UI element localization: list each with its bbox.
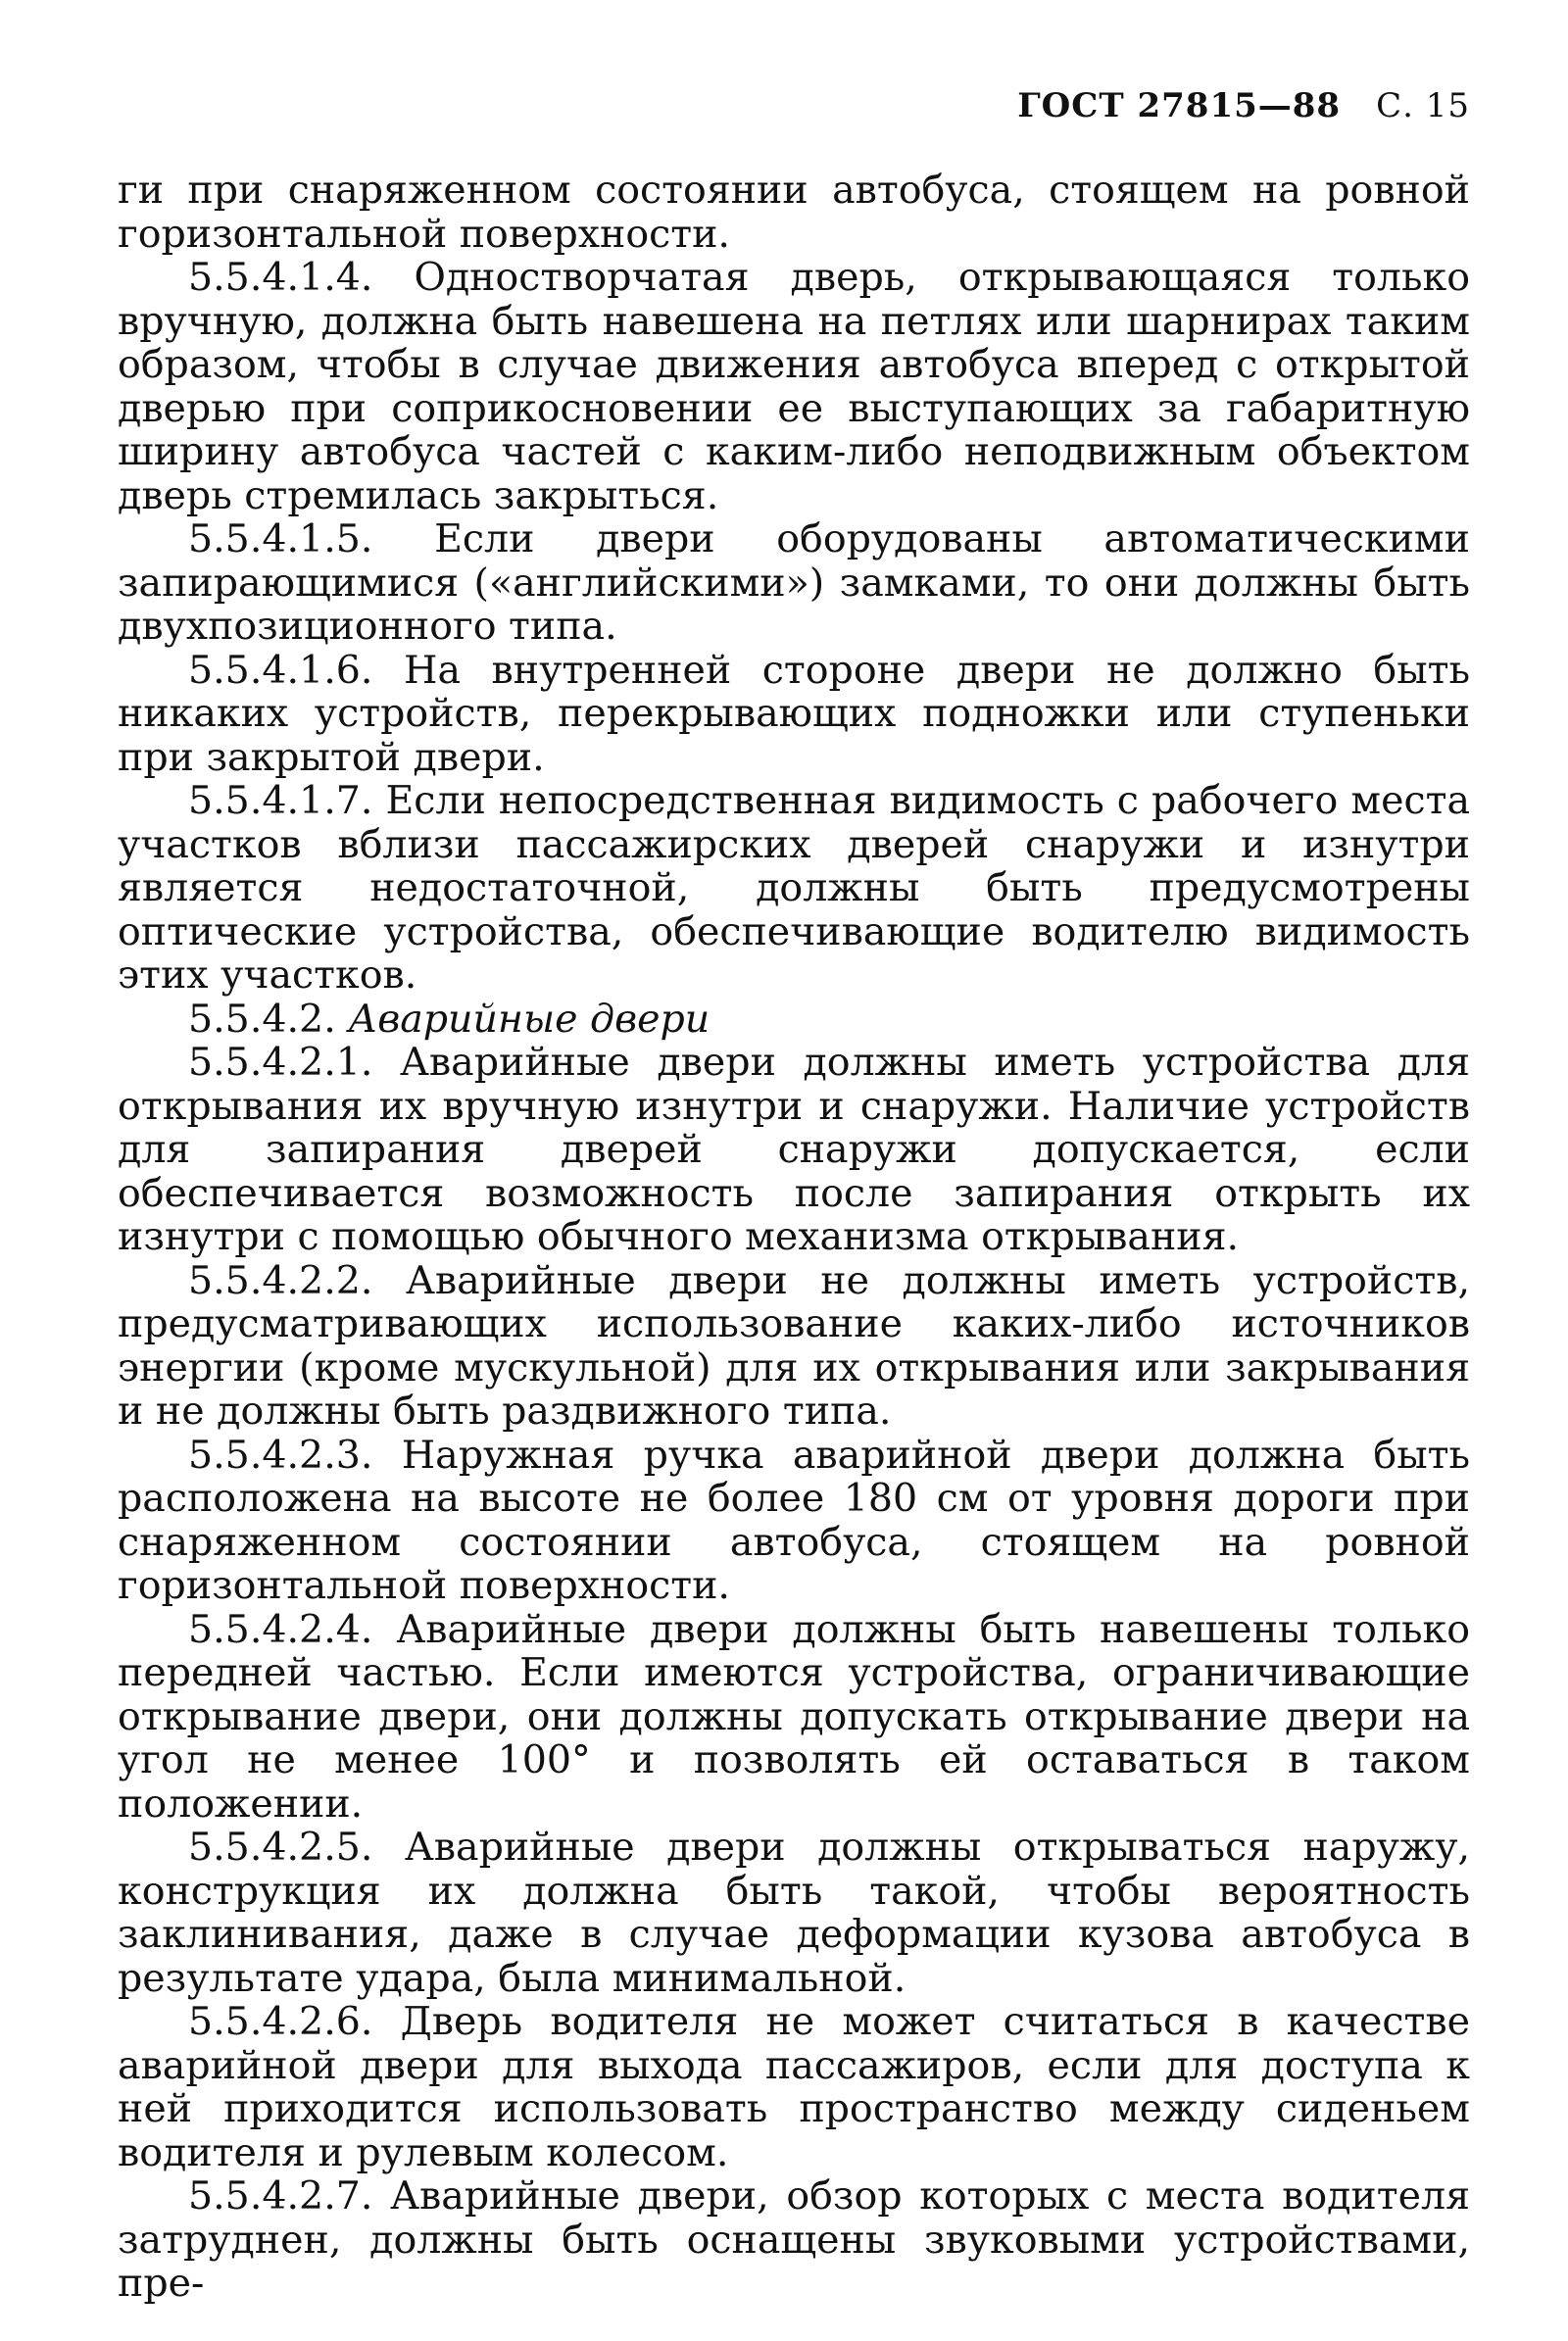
paragraph-5-5-4-2-4: 5.5.4.2.4. Аварийные двери должны быть навешены только передней частью. Если имеются устройства, ограничивающие открывание двери, они должны допускать открывание двери на угол не менее 100° и позволять ей оставаться в таком положении.	[118, 1606, 1470, 1827]
section-heading-5-5-4-2	[118, 998, 1470, 1042]
paragraph-5-5-4-2-1: 5.5.4.2.1. Аварийные двери должны иметь устройства для открывания их вручную изнутри и снаружи. Наличие устройств для запирания дверей снаружи допускается, если обеспечивается возможность после запирания открыть их изнутри с помощью обычного механизма открывания.	[118, 1040, 1470, 1259]
paragraph-continuation: ги при снаряженном состоянии автобуса, стоящем на ровной горизонтальной поверхности.	[118, 168, 1470, 257]
paragraph-5-5-4-2-6: 5.5.4.2.6. Дверь водителя не может считаться в качестве аварийной двери для выхода пассажиров, если для доступа к ней приходится использовать пространство между сиденьем водителя и рулевым колесом.	[118, 1999, 1470, 2175]
standard-number: ГОСТ 27815—88	[1017, 86, 1342, 125]
paragraph-5-5-4-2-7: 5.5.4.2.7. Аварийные двери, обзор которых с места водителя затруднен, должны быть оснащены звуковыми устройствами, пре-	[118, 2173, 1470, 2306]
page-number: С. 15	[1376, 86, 1470, 125]
page-header	[1017, 86, 1470, 125]
paragraph-5-5-4-1-6: 5.5.4.1.6. На внутренней стороне двери не должно быть никаких устройств, перекрывающих подножки или ступеньки при закрытой двери.	[118, 647, 1470, 780]
body-text	[118, 169, 1470, 2306]
paragraph-5-5-4-1-4: 5.5.4.1.4. Одностворчатая дверь, открывающаяся только вручную, должна быть навешена на петлях или шарнирах таким образом, чтобы в случае движения автобуса вперед с открытой дверью при соприкосновении ее выступающих за габаритную ширину автобуса частей с каким-либо неподвижным объектом дверь стремилась закрыться.	[118, 255, 1470, 518]
section-title: Аварийные двери	[348, 996, 710, 1042]
paragraph-5-5-4-2-2: 5.5.4.2.2. Аварийные двери не должны иметь устройств, предусматривающих использование каких-либо источников энергии (кроме мускульной) для их открывания или закрывания и не должны быть раздвижного типа.	[118, 1257, 1470, 1434]
paragraph-5-5-4-1-7: 5.5.4.1.7. Если непосредственная видимость с рабочего места участков вблизи пассажирских дверей снаружи и изнутри является недостаточной, должны быть предусмотрены оптические устройства, обеспечивающие водителю видимость этих участков.	[118, 778, 1470, 998]
paragraph-5-5-4-2-5: 5.5.4.2.5. Аварийные двери должны открываться наружу, конструкция их должна быть такой, чтобы вероятность заклинивания, даже в случае деформации кузова автобуса в результате удара, была минимальной.	[118, 1825, 1470, 2001]
paragraph-5-5-4-2-3: 5.5.4.2.3. Наружная ручка аварийной двери должна быть расположена на высоте не более 180 см от уровня дороги при снаряженном состоянии автобуса, стоящем на ровной горизонтальной поверхности.	[118, 1432, 1470, 1608]
section-number: 5.5.4.2.	[188, 996, 336, 1042]
paragraph-5-5-4-1-5: 5.5.4.1.5. Если двери оборудованы автоматическими запирающимися («английскими») замками, то они должны быть двухпозиционного типа.	[118, 516, 1470, 649]
